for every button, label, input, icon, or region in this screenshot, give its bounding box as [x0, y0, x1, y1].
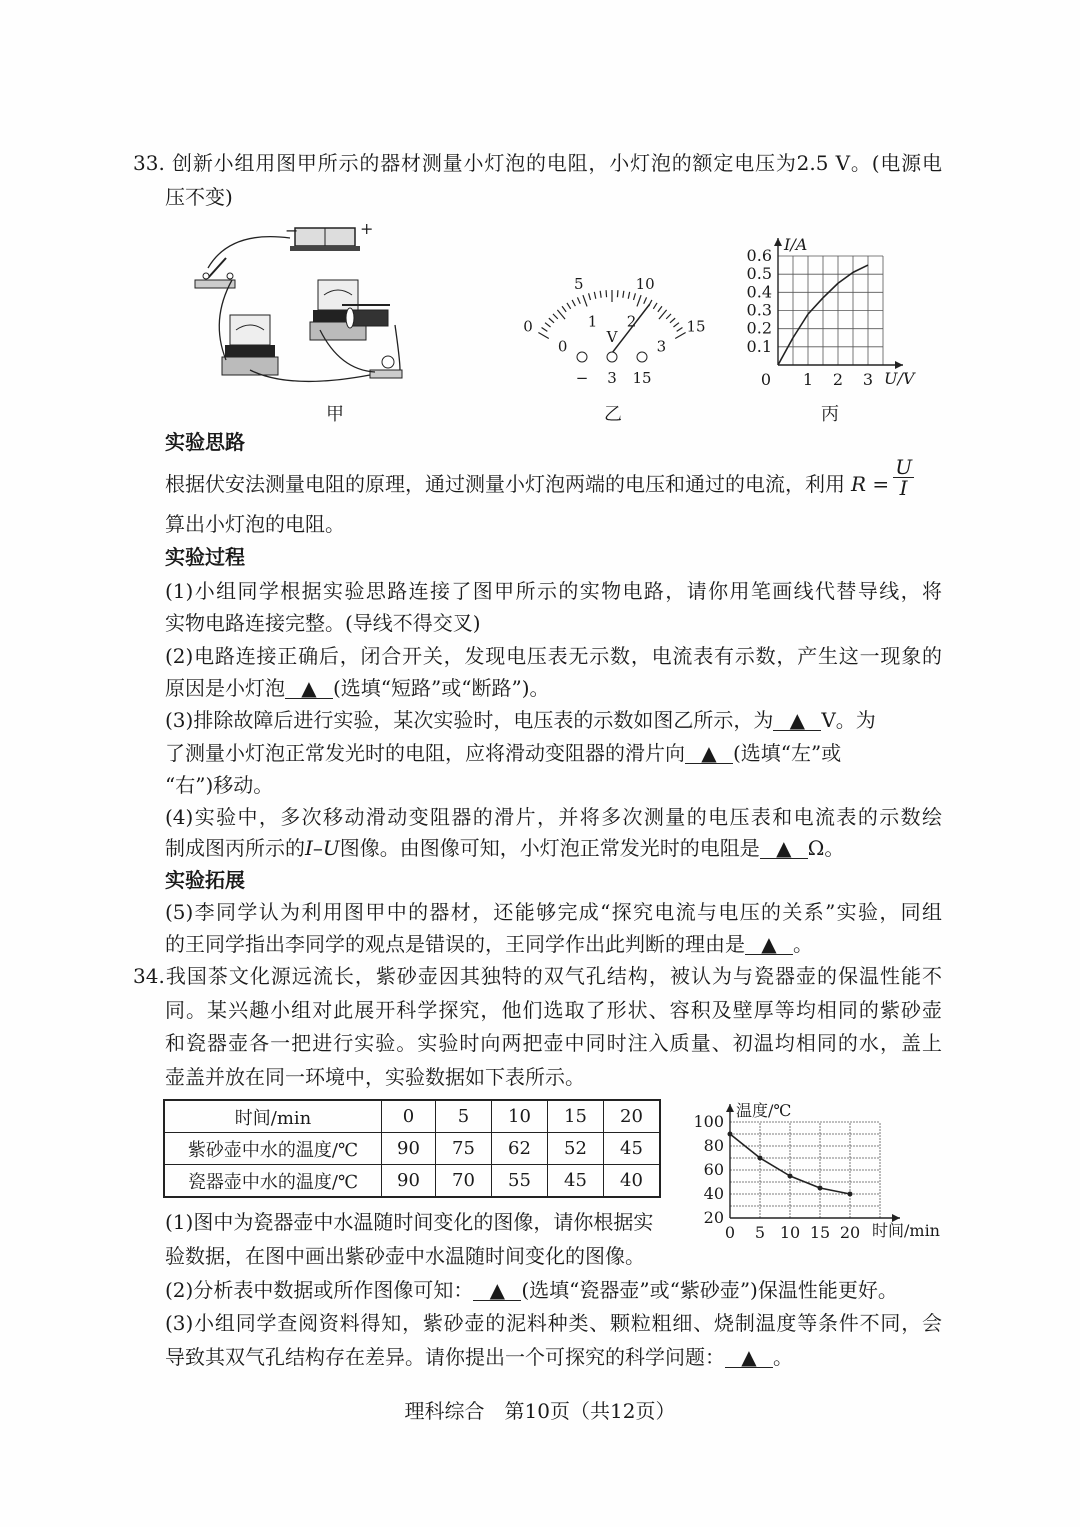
formula-fraction	[893, 457, 914, 498]
q33-part3-line2	[165, 740, 942, 766]
table-cell: 0	[382, 1100, 436, 1133]
y-axis-label: I/A	[784, 235, 808, 254]
dial-tick	[562, 306, 566, 312]
battery-minus-label: −	[285, 221, 299, 240]
x-tick-label: 15	[809, 1223, 831, 1242]
table-cell: 时间/min	[164, 1100, 382, 1133]
dial-unit-label: V	[606, 328, 618, 346]
heading-experiment-process: 实验过程	[165, 545, 245, 569]
dial-tick	[600, 291, 601, 298]
answer-blank[interactable]: ▲	[285, 678, 333, 699]
text: (3)排除故障后进行实验，某次实验时，电压表的示数如图乙所示，为	[165, 708, 774, 732]
y-tick-label: 0.3	[746, 300, 772, 320]
text: (选填“左”或	[733, 741, 842, 765]
text: 。	[773, 1345, 793, 1369]
idea-line1	[165, 455, 942, 500]
dial-tick	[633, 293, 635, 300]
table-cell: 瓷器壶中水的温度/℃	[164, 1165, 382, 1198]
dial-tick	[572, 300, 575, 306]
data-point	[788, 1174, 793, 1179]
dial-tick	[659, 310, 667, 319]
y-axis-arrow-icon	[726, 1104, 734, 1112]
dial-tick	[670, 318, 675, 323]
terminal-label: −	[575, 369, 589, 387]
y-tick-label: 20	[703, 1208, 724, 1227]
terminal-label: 3	[607, 369, 617, 387]
y-tick-label: 60	[703, 1160, 724, 1179]
data-point	[758, 1156, 763, 1161]
iu-label: I–U	[305, 836, 340, 860]
y-tick-label: 40	[703, 1184, 724, 1203]
x-tick-label: 3	[862, 370, 874, 389]
text: (选填“瓷器壶”或“紫砂壶”)保温性能更好。	[521, 1278, 898, 1302]
q33-intro-text: 创新小组用图甲所示的器材测量小灯泡的电阻，小灯泡的额定电压为2.5 V。(电源电	[172, 151, 942, 175]
dial-tick	[577, 297, 580, 303]
data-point	[818, 1186, 823, 1191]
text: 。	[793, 932, 813, 956]
x-tick-label: 0	[724, 1223, 736, 1242]
table-cell: 75	[436, 1133, 492, 1165]
dial-outer-label: 0	[523, 317, 533, 336]
heading-experiment-extension: 实验拓展	[165, 868, 245, 892]
circuit-figure	[190, 220, 390, 395]
q34-intro-text: 我国茶文化源远流长，紫砂壶因其独特的双气孔结构，被认为与瓷器壶的保温性能不	[164, 964, 942, 988]
dial-inner-label: 1	[587, 312, 598, 331]
data-point	[848, 1192, 853, 1197]
table-cell: 5	[436, 1100, 492, 1133]
q34-intro-line3: 和瓷器壶各一把进行实验。实验时向两把壶中同时注入质量、初温均相同的水，盖上	[165, 1031, 942, 1055]
q34-part1-line1: (1)图中为瓷器壶中水温随时间变化的图像，请你根据实	[165, 1210, 654, 1234]
x-tick-label: 2	[832, 370, 844, 389]
dial-tick	[542, 327, 548, 331]
text: Ω。	[807, 836, 845, 860]
q33-number: 33.	[133, 151, 165, 175]
table-cell: 20	[604, 1100, 661, 1133]
text: 的王同学指出李同学的观点是错误的，王同学作出此判断的理由是	[165, 932, 745, 956]
q34-intro-line2: 同。某兴趣小组对此展开科学探究，他们选取了形状、容积及壁厚等均相同的紫砂壶	[165, 998, 942, 1022]
q34-part1-line2: 验数据，在图中画出紫砂壶中水温随时间变化的图像。	[165, 1244, 645, 1268]
q33-part3-line1	[165, 707, 942, 733]
dial-inner-label: 2	[626, 312, 637, 331]
table-cell: 90	[382, 1133, 436, 1165]
dial-tick	[628, 292, 629, 299]
q33-part3-line3: “右”)移动。	[165, 773, 274, 797]
dial-tick	[589, 293, 591, 300]
dial-tick	[538, 333, 548, 339]
dial-tick	[557, 310, 565, 319]
x-tick-label: 1	[802, 370, 814, 389]
figure-yi-caption: 乙	[604, 404, 622, 425]
text: (2)分析表中数据或所作图像可知：	[165, 1278, 474, 1302]
dial-tick	[549, 318, 554, 323]
dial-tick	[553, 314, 558, 319]
text: (选填“短路”或“断路”)。	[333, 676, 550, 700]
q34-intro-line1	[133, 963, 942, 989]
dial-tick	[653, 303, 657, 309]
table-cell: 55	[492, 1165, 548, 1198]
dial-tick	[594, 292, 595, 299]
x-axis-label: 时间/min	[872, 1221, 940, 1240]
answer-blank[interactable]: ▲	[760, 838, 808, 859]
text: 图像。由图像可知，小灯泡正常发光时的电阻是	[339, 836, 760, 860]
dial-tick	[567, 303, 571, 309]
dial-inner-label: 0	[557, 337, 568, 356]
text: 导致其双气孔结构存在差异。请你提出一个可探究的科学问题：	[165, 1345, 725, 1369]
data-point	[728, 1132, 733, 1137]
text: V。为	[821, 708, 876, 732]
text: 制成图丙所示的	[165, 836, 305, 860]
dial-tick	[583, 295, 587, 306]
q33-part5-line2	[165, 931, 942, 957]
table-row	[164, 1133, 660, 1165]
rheostat	[342, 305, 390, 328]
q33-intro-line2: 压不变)	[165, 185, 233, 209]
text: 了测量小灯泡正常发光时的电阻，应将滑动变阻器的滑片向	[165, 741, 685, 765]
dial-tick	[623, 291, 624, 298]
table-cell: 紫砂壶中水的温度/℃	[164, 1133, 382, 1165]
q33-part5-line1: (5)李同学认为利用图甲中的器材，还能够完成“探究电流与电压的关系”实验，同组	[165, 900, 942, 924]
text: 原因是小灯泡	[165, 676, 285, 700]
x-tick-label: 20	[839, 1223, 861, 1242]
y-tick-label: 0.1	[746, 336, 772, 356]
y-tick-label: 0.4	[746, 282, 772, 302]
idea-text: 根据伏安法测量电阻的原理，通过测量小灯泡两端的电压和通过的电流，利用	[165, 472, 845, 496]
terminal-icon	[577, 352, 587, 362]
figure-bing-caption: 丙	[821, 404, 839, 425]
dial-tick	[658, 306, 662, 312]
battery-plus-label: +	[360, 219, 374, 238]
y-axis-label: 温度/℃	[736, 1101, 792, 1120]
table-cell: 10	[492, 1100, 548, 1133]
terminal-icon	[637, 352, 647, 362]
dial-inner-label: 3	[656, 337, 667, 356]
x-tick-label: 10	[779, 1223, 801, 1242]
table-cell: 52	[548, 1133, 604, 1165]
q33-part1-line1: (1)小组同学根据实验思路连接了图甲所示的实物电路，请你用笔画线代替导线，将	[165, 579, 942, 603]
dial-tick	[675, 333, 685, 339]
answer-blank[interactable]: ▲	[685, 743, 733, 764]
x-tick-label: 5	[754, 1223, 766, 1242]
origin-label: 0	[760, 370, 772, 389]
q34-part3-line2	[165, 1344, 942, 1370]
voltmeter-dial-figure	[520, 245, 705, 390]
formula-lhs: R =	[851, 472, 890, 496]
table-cell: 15	[548, 1100, 604, 1133]
table-row	[164, 1165, 660, 1198]
switch	[195, 258, 235, 288]
answer-blank[interactable]: ▲	[473, 1280, 521, 1301]
formula-denominator: I	[899, 476, 908, 500]
y-tick-label: 80	[703, 1136, 724, 1155]
dial-tick	[677, 327, 683, 331]
formula-numerator: U	[895, 455, 913, 479]
battery	[285, 219, 373, 251]
answer-blank[interactable]: ▲	[745, 934, 793, 955]
q33-part2-line2	[165, 675, 942, 701]
q33-part1-line2: 实物电路连接完整。(导线不得交叉)	[165, 611, 481, 635]
q34-part3-line1: (3)小组同学查阅资料得知，紫砂壶的泥料种类、颗粒粗细、烧制温度等条件不同，会	[165, 1311, 942, 1335]
q34-part2-line	[165, 1277, 942, 1303]
table-cell: 90	[382, 1165, 436, 1198]
temperature-table	[163, 1099, 661, 1198]
q34-intro-line4: 壶盖并放在同一环境中，实验数据如下表所示。	[165, 1065, 585, 1089]
dial-tick	[666, 314, 671, 319]
q33-part2-line1: (2)电路连接正确后，闭合开关，发现电压表无示数，电流表有示数，产生这一现象的	[165, 644, 942, 668]
dial-outer-label: 15	[686, 317, 706, 336]
page-footer: 理科综合 第10页（共12页）	[404, 1399, 676, 1423]
table-cell: 62	[492, 1133, 548, 1165]
x-axis-arrow-icon	[895, 361, 903, 369]
dial-tick	[545, 323, 551, 327]
ammeter	[222, 315, 278, 375]
x-axis-label: U/V	[884, 369, 915, 388]
bulb	[370, 356, 402, 378]
y-axis-arrow-icon	[774, 238, 782, 246]
answer-blank[interactable]: ▲	[725, 1347, 773, 1368]
idea-line2: 算出小灯泡的电阻。	[165, 512, 345, 536]
dial-outer-label: 10	[635, 274, 655, 293]
q33-part4-line1: (4)实验中，多次移动滑动变阻器的滑片，并将多次测量的电压表和电流表的示数绘	[165, 805, 942, 829]
q33-intro-line1	[133, 150, 942, 176]
table-cell: 45	[548, 1165, 604, 1198]
q33-part4-line2	[165, 835, 942, 861]
answer-blank[interactable]: ▲	[773, 710, 821, 731]
dial-tick	[644, 297, 647, 303]
terminal-icon	[607, 352, 617, 362]
dial-tick	[673, 323, 679, 327]
heading-experiment-idea: 实验思路	[165, 430, 245, 454]
q34-number: 34.	[133, 964, 165, 988]
table-cell: 70	[436, 1165, 492, 1198]
terminal-label: 15	[632, 369, 652, 387]
dial-outer-label: 5	[574, 274, 584, 293]
table-header-row	[164, 1100, 660, 1133]
figure-jia-caption: 甲	[326, 404, 344, 425]
y-tick-label: 0.5	[746, 264, 772, 284]
y-tick-label: 0.2	[746, 318, 772, 338]
y-tick-label: 0.6	[746, 246, 772, 265]
dial-tick	[637, 295, 641, 306]
y-tick-label: 100	[693, 1112, 724, 1131]
table-cell: 40	[604, 1165, 661, 1198]
table-cell: 45	[604, 1133, 661, 1165]
